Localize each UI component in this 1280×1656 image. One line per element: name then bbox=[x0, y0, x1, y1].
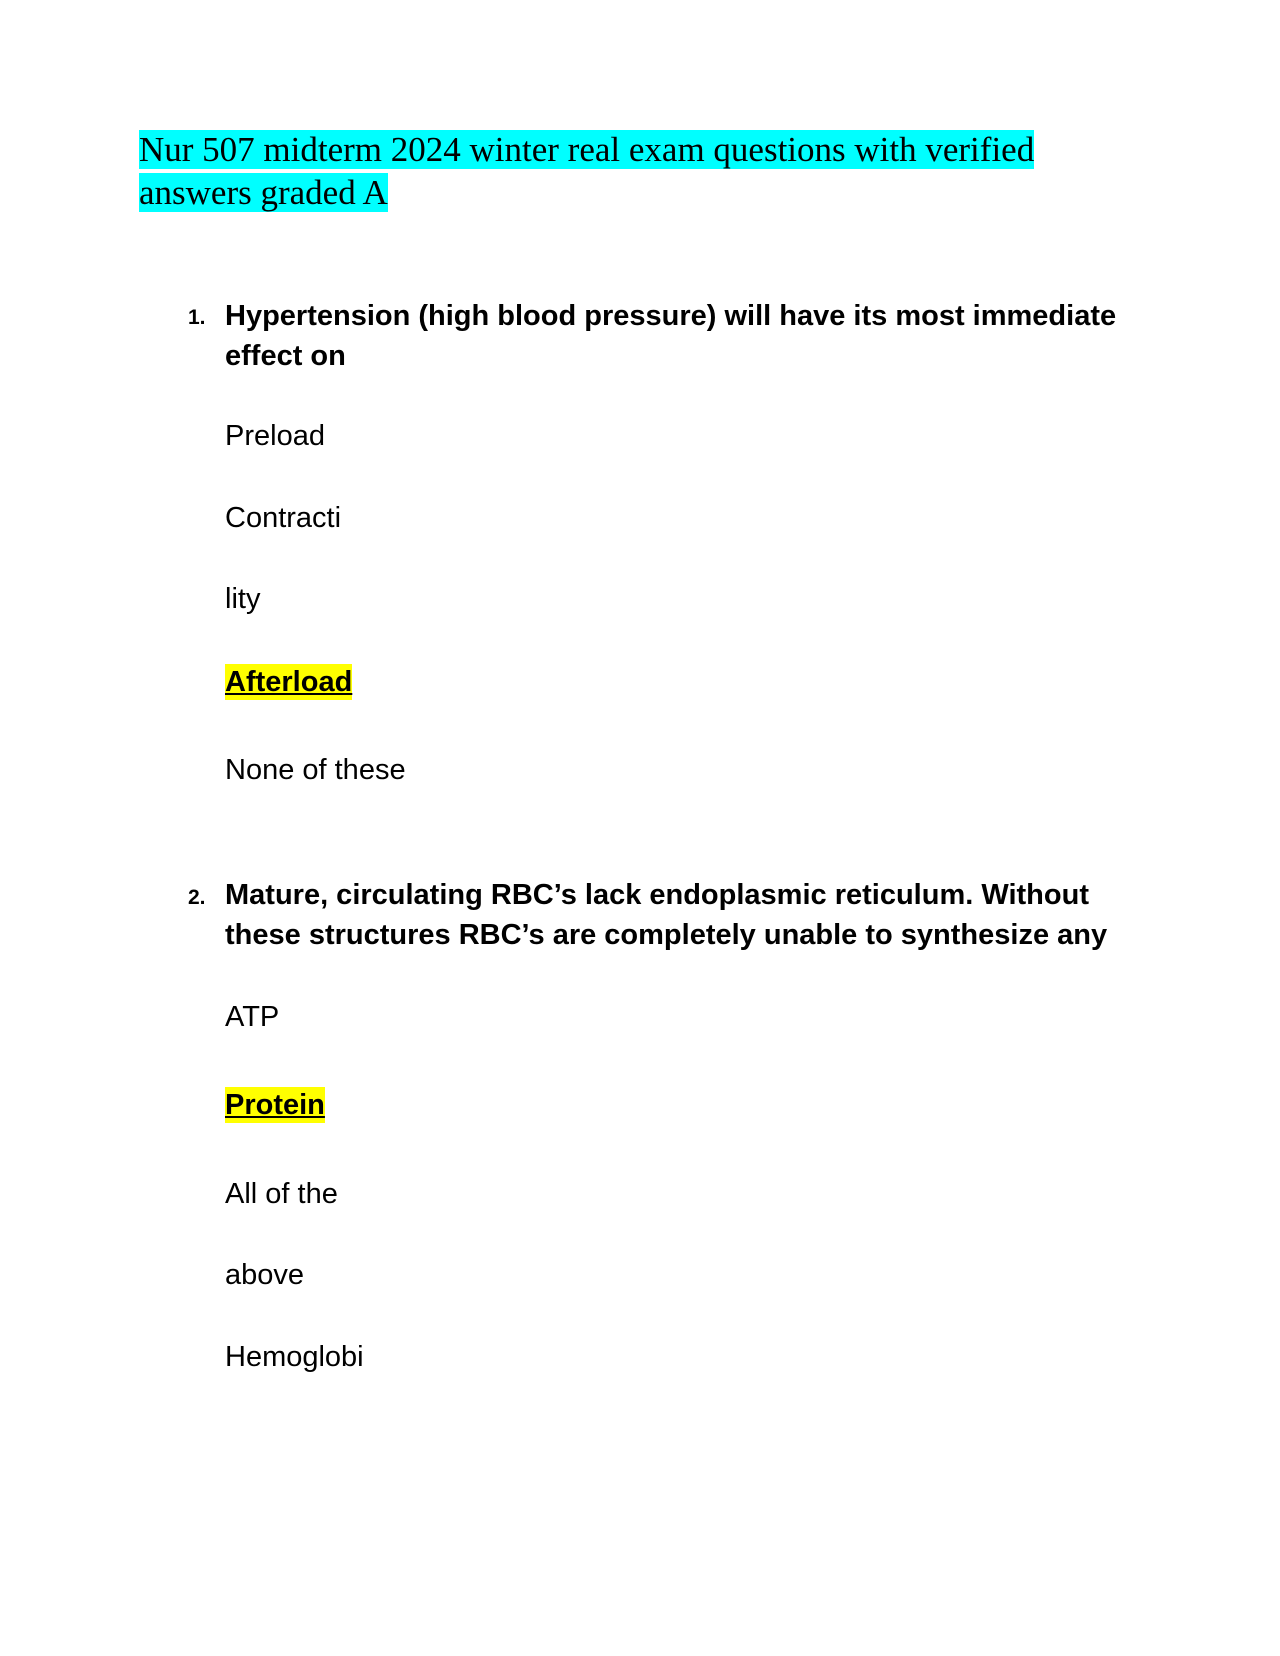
question-1-number: 1. bbox=[188, 306, 206, 329]
question-2-number: 2. bbox=[188, 886, 206, 909]
question-1-text: Hypertension (high blood pressure) will have its most immediate effect on bbox=[225, 300, 1117, 372]
question-1-option-contracti: Contracti bbox=[225, 502, 342, 534]
question-2-text: Mature, circulating RBC’s lack endoplasmic reticulum. Without these structures RBC’s are completely unable to synthesize any bbox=[225, 879, 1108, 951]
question-1-option-none: None of these bbox=[225, 754, 406, 786]
document-title bbox=[139, 128, 1139, 214]
document-title-text: Nur 507 midterm 2024 winter real exam questions with verified answers graded A bbox=[139, 130, 1035, 212]
question-2-option-hemoglobi: Hemoglobi bbox=[225, 1341, 364, 1373]
question-2-option-above: above bbox=[225, 1259, 305, 1291]
question-2-option-atp: ATP bbox=[225, 1001, 280, 1033]
question-1-correct-answer: Afterload bbox=[225, 666, 353, 698]
question-2-correct-answer: Protein bbox=[225, 1089, 325, 1121]
question-2-option-all-of-the: All of the bbox=[225, 1178, 338, 1210]
question-1-option-preload: Preload bbox=[225, 420, 325, 452]
question-1-option-lity: lity bbox=[225, 583, 261, 615]
